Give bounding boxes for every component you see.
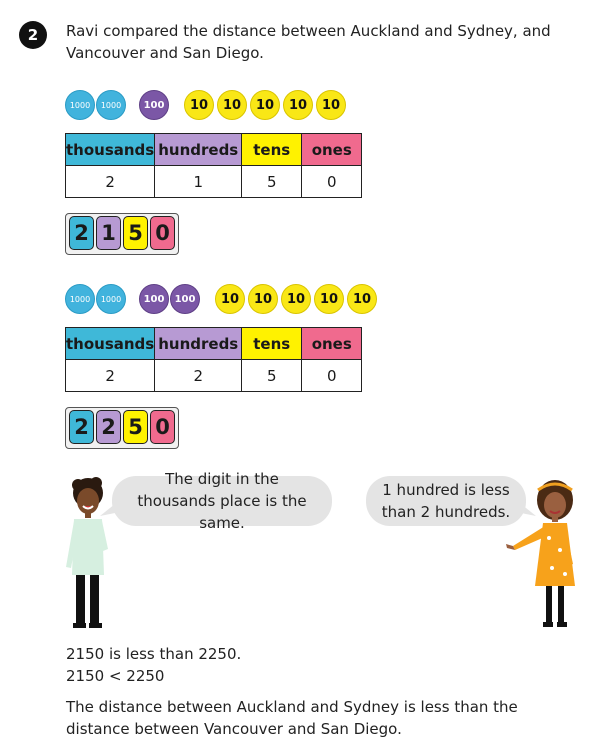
speech-bubble-left-text: The digit in the thousands place is the same. bbox=[137, 470, 307, 532]
speech-bubble-left-tail bbox=[100, 500, 120, 522]
hundred-coin: 100 bbox=[139, 90, 169, 120]
place-value-table-1 bbox=[65, 133, 362, 198]
digit-thousands: 2 bbox=[66, 166, 155, 198]
header-tens: tens bbox=[242, 134, 302, 166]
ten-coin: 10 bbox=[316, 90, 346, 120]
table-header-row bbox=[66, 134, 362, 166]
coins-row-2 bbox=[65, 284, 380, 314]
table-digit-row bbox=[66, 360, 362, 392]
digit-card-tens: 5 bbox=[123, 410, 148, 444]
header-thousands: thousands bbox=[66, 328, 155, 360]
question-number-badge: 2 bbox=[19, 21, 47, 49]
table-digit-row bbox=[66, 166, 362, 198]
ten-coin: 10 bbox=[283, 90, 313, 120]
digit-card-thousands: 2 bbox=[69, 410, 94, 444]
conclusion-text: The distance between Auckland and Sydney is less than the distance between Vancouver and San Diego. bbox=[66, 698, 518, 738]
digit-card-hundreds: 1 bbox=[96, 216, 121, 250]
speech-bubble-right bbox=[366, 476, 526, 526]
digit-tens: 5 bbox=[242, 166, 302, 198]
header-hundreds: hundreds bbox=[155, 328, 242, 360]
digit-cards-1 bbox=[65, 213, 179, 255]
digit-thousands: 2 bbox=[66, 360, 155, 392]
speech-bubble-right-text: 1 hundred is less than 2 hundreds. bbox=[381, 481, 511, 521]
ten-coin: 10 bbox=[314, 284, 344, 314]
digit-cards-2 bbox=[65, 407, 179, 449]
speech-bubble-left bbox=[112, 470, 332, 532]
thousand-coin: 1000 bbox=[65, 90, 95, 120]
ten-coin: 10 bbox=[215, 284, 245, 314]
ten-coin: 10 bbox=[347, 284, 377, 314]
digit-card-tens: 5 bbox=[123, 216, 148, 250]
digit-card-hundreds: 2 bbox=[96, 410, 121, 444]
digit-card-ones: 0 bbox=[150, 410, 175, 444]
digit-ones: 0 bbox=[302, 166, 362, 198]
ten-coin: 10 bbox=[217, 90, 247, 120]
hundred-coin: 100 bbox=[170, 284, 200, 314]
ten-coin: 10 bbox=[248, 284, 278, 314]
thousand-coin: 1000 bbox=[96, 284, 126, 314]
comparison-statement: 2150 is less than 2250. bbox=[66, 645, 242, 663]
header-ones: ones bbox=[302, 134, 362, 166]
hundred-coin: 100 bbox=[139, 284, 169, 314]
thousand-coin: 1000 bbox=[96, 90, 126, 120]
digit-tens: 5 bbox=[242, 360, 302, 392]
table-header-row bbox=[66, 328, 362, 360]
header-thousands: thousands bbox=[66, 134, 155, 166]
digit-ones: 0 bbox=[302, 360, 362, 392]
digit-hundreds: 1 bbox=[155, 166, 242, 198]
ten-coin: 10 bbox=[184, 90, 214, 120]
intro-text: Ravi compared the distance between Auckland and Sydney, and Vancouver and San Diego. bbox=[66, 22, 551, 62]
girl-character-illustration bbox=[505, 478, 585, 634]
header-hundreds: hundreds bbox=[155, 134, 242, 166]
coins-row-1 bbox=[65, 90, 349, 120]
thousand-coin: 1000 bbox=[65, 284, 95, 314]
ten-coin: 10 bbox=[250, 90, 280, 120]
header-tens: tens bbox=[242, 328, 302, 360]
digit-card-thousands: 2 bbox=[69, 216, 94, 250]
header-ones: ones bbox=[302, 328, 362, 360]
boy-character-illustration bbox=[60, 475, 120, 635]
ten-coin: 10 bbox=[281, 284, 311, 314]
digit-card-ones: 0 bbox=[150, 216, 175, 250]
comparison-inequality: 2150 < 2250 bbox=[66, 667, 165, 685]
place-value-table-2 bbox=[65, 327, 362, 392]
digit-hundreds: 2 bbox=[155, 360, 242, 392]
